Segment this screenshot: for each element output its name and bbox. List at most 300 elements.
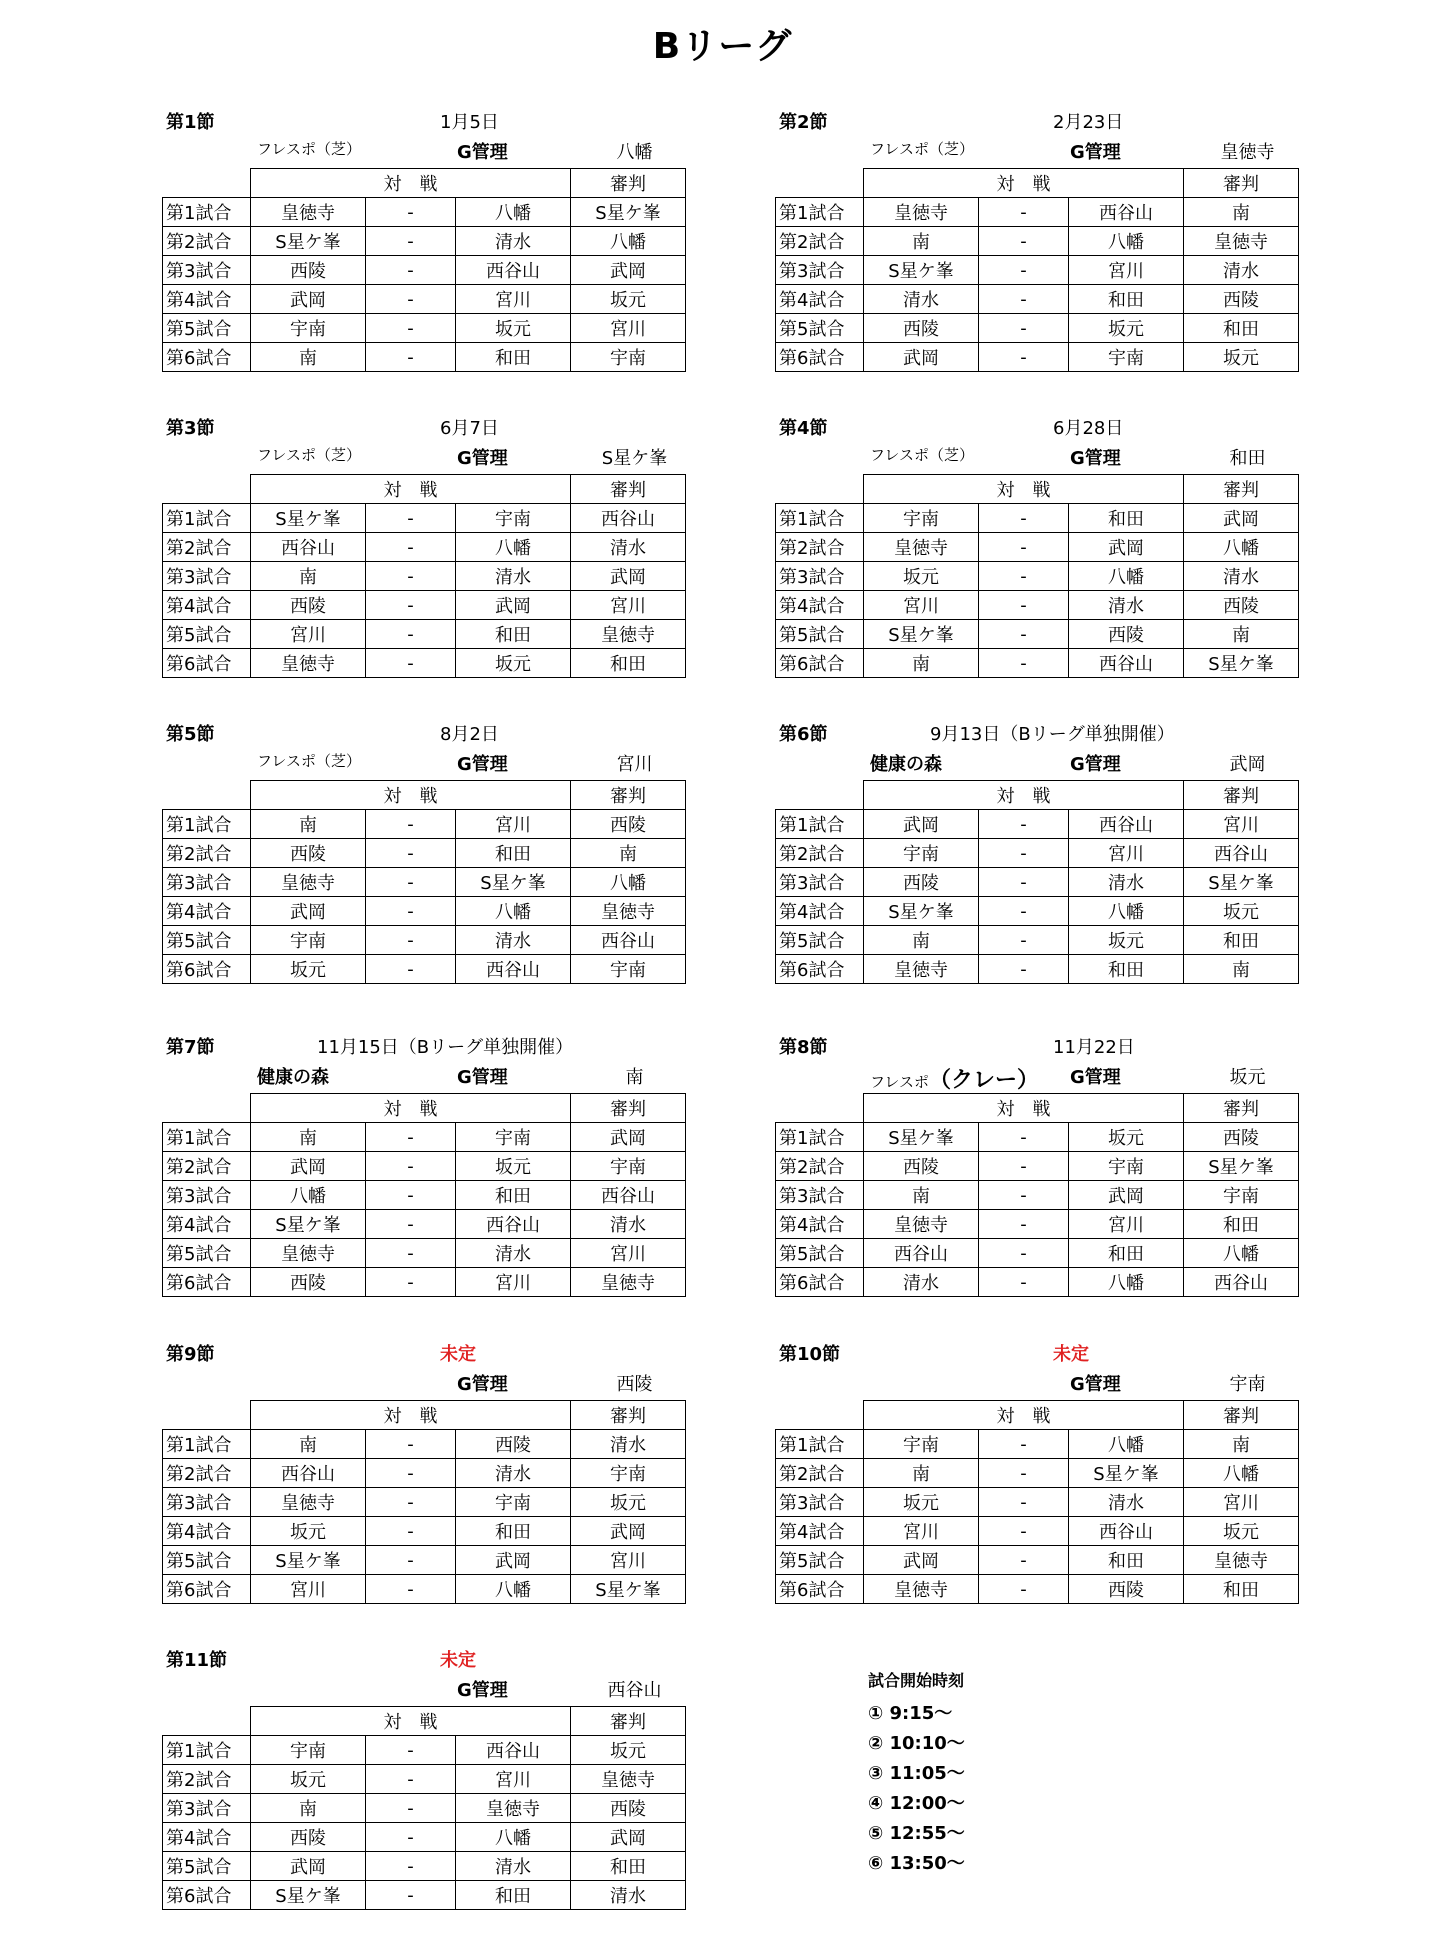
versus-dash: - — [366, 1268, 456, 1297]
manager-team: 南 — [625, 1067, 644, 1088]
versus-dash: - — [979, 1546, 1069, 1575]
game-label: 第5試合 — [163, 1239, 251, 1268]
referee-team: 和田 — [571, 1852, 686, 1881]
game-label: 第3試合 — [163, 256, 251, 285]
referee-team: 坂元 — [571, 285, 686, 314]
table-header-row — [163, 475, 686, 504]
table-row — [163, 1736, 686, 1765]
game-label: 第5試合 — [776, 926, 864, 955]
away-team: 和田 — [456, 1517, 571, 1546]
referee-team: 西谷山 — [1184, 1268, 1299, 1297]
referee-team: 清水 — [571, 533, 686, 562]
home-team: 皇徳寺 — [251, 198, 366, 227]
manager-label: G管理 — [1070, 754, 1121, 775]
game-label: 第4試合 — [163, 1823, 251, 1852]
referee-team: 坂元 — [571, 1488, 686, 1517]
venue — [257, 1063, 329, 1089]
referee-team: 宇南 — [571, 1459, 686, 1488]
game-label: 第2試合 — [163, 1152, 251, 1181]
table-row — [163, 504, 686, 533]
away-team: 和田 — [1069, 285, 1184, 314]
round-block — [775, 108, 1305, 398]
manager-team: S星ケ峯 — [601, 448, 668, 469]
table-row — [776, 926, 1299, 955]
game-label: 第3試合 — [776, 868, 864, 897]
referee-team: 坂元 — [571, 1736, 686, 1765]
versus-dash: - — [366, 198, 456, 227]
header-blank — [163, 1094, 251, 1123]
start-time-item: ⑤ 12:55～ — [868, 1823, 965, 1844]
round-date: 2月23日 — [1053, 112, 1124, 133]
versus-dash: - — [979, 810, 1069, 839]
home-team: 宇南 — [864, 839, 979, 868]
table-row — [776, 1210, 1299, 1239]
away-team: 武岡 — [1069, 1181, 1184, 1210]
referee-team: 皇徳寺 — [571, 620, 686, 649]
game-label: 第3試合 — [163, 1181, 251, 1210]
header-blank — [776, 169, 864, 198]
away-team: 和田 — [456, 343, 571, 372]
home-team: 清水 — [864, 285, 979, 314]
referee-team: 皇徳寺 — [571, 1765, 686, 1794]
versus-dash: - — [979, 1210, 1069, 1239]
manager-label: G管理 — [457, 1067, 508, 1088]
schedule-table — [162, 1400, 686, 1604]
home-team: S星ケ峯 — [251, 227, 366, 256]
home-team: S星ケ峯 — [251, 1210, 366, 1239]
away-team: 清水 — [456, 562, 571, 591]
home-team: 南 — [251, 1794, 366, 1823]
versus-dash: - — [979, 955, 1069, 984]
table-row — [163, 343, 686, 372]
manager-team: 西陵 — [616, 1374, 653, 1395]
away-team: S星ケ峯 — [456, 868, 571, 897]
referee-team: 八幡 — [1184, 533, 1299, 562]
round-date: 1月5日 — [440, 112, 499, 133]
game-label: 第1試合 — [776, 1430, 864, 1459]
venue — [257, 750, 361, 771]
versus-dash: - — [366, 620, 456, 649]
table-row — [163, 1459, 686, 1488]
manager-team: 皇徳寺 — [1220, 142, 1275, 163]
game-label: 第3試合 — [776, 562, 864, 591]
schedule-table — [775, 474, 1299, 678]
manager-label: G管理 — [457, 448, 508, 469]
table-row — [163, 620, 686, 649]
table-row — [163, 897, 686, 926]
home-team: 西陵 — [251, 256, 366, 285]
header-referee: 審判 — [571, 169, 686, 198]
table-header-row — [163, 1094, 686, 1123]
table-row — [163, 649, 686, 678]
game-label: 第3試合 — [163, 562, 251, 591]
referee-team: 南 — [571, 839, 686, 868]
venue-name: フレスポ（芝） — [870, 446, 974, 464]
away-team: 宮川 — [456, 1765, 571, 1794]
home-team: S星ケ峯 — [864, 620, 979, 649]
game-label: 第2試合 — [776, 227, 864, 256]
referee-team: 南 — [1184, 1430, 1299, 1459]
game-label: 第5試合 — [776, 1546, 864, 1575]
table-row — [163, 562, 686, 591]
away-team: 坂元 — [456, 314, 571, 343]
away-team: 宮川 — [456, 810, 571, 839]
home-team: 西陵 — [251, 839, 366, 868]
away-team: 宮川 — [1069, 256, 1184, 285]
game-label: 第6試合 — [776, 1268, 864, 1297]
referee-team: 和田 — [1184, 1210, 1299, 1239]
home-team: 武岡 — [864, 343, 979, 372]
header-referee: 審判 — [571, 781, 686, 810]
away-team: 西陵 — [456, 1430, 571, 1459]
game-label: 第6試合 — [163, 649, 251, 678]
home-team: 八幡 — [251, 1181, 366, 1210]
game-label: 第1試合 — [776, 198, 864, 227]
away-team: 西谷山 — [1069, 1517, 1184, 1546]
away-team: 西谷山 — [1069, 649, 1184, 678]
referee-team: 宮川 — [571, 1239, 686, 1268]
home-team: 南 — [864, 649, 979, 678]
header-matchup: 対 戦 — [864, 169, 1184, 198]
away-team: 西陵 — [1069, 620, 1184, 649]
table-row — [163, 285, 686, 314]
versus-dash: - — [366, 1736, 456, 1765]
game-label: 第5試合 — [163, 314, 251, 343]
game-label: 第5試合 — [163, 926, 251, 955]
home-team: 皇徳寺 — [251, 1239, 366, 1268]
versus-dash: - — [366, 504, 456, 533]
start-times-title: 試合開始時刻 — [868, 1671, 965, 1690]
referee-team: 皇徳寺 — [571, 1268, 686, 1297]
table-row — [163, 868, 686, 897]
home-team: 南 — [251, 562, 366, 591]
table-row — [776, 1546, 1299, 1575]
home-team: 宮川 — [251, 1575, 366, 1604]
table-row — [776, 314, 1299, 343]
round-block — [775, 1033, 1305, 1323]
game-label: 第3試合 — [776, 1488, 864, 1517]
header-blank — [776, 781, 864, 810]
referee-team: 皇徳寺 — [1184, 1546, 1299, 1575]
table-row — [163, 1268, 686, 1297]
away-team: 西谷山 — [456, 955, 571, 984]
round-date: 未定 — [440, 1344, 476, 1365]
versus-dash: - — [366, 955, 456, 984]
home-team: 皇徳寺 — [864, 533, 979, 562]
versus-dash: - — [979, 256, 1069, 285]
game-label: 第1試合 — [163, 504, 251, 533]
venue-name: フレスポ（芝） — [257, 752, 361, 770]
table-row — [163, 955, 686, 984]
home-team: 武岡 — [251, 285, 366, 314]
schedule-table — [162, 168, 686, 372]
game-label: 第5試合 — [163, 1546, 251, 1575]
referee-team: S星ケ峯 — [1184, 868, 1299, 897]
table-row — [776, 343, 1299, 372]
versus-dash: - — [366, 256, 456, 285]
game-label: 第3試合 — [776, 256, 864, 285]
home-team: 南 — [864, 1181, 979, 1210]
away-team: 清水 — [1069, 868, 1184, 897]
table-row — [776, 810, 1299, 839]
table-row — [163, 533, 686, 562]
referee-team: 八幡 — [1184, 1459, 1299, 1488]
versus-dash: - — [366, 343, 456, 372]
game-label: 第5試合 — [163, 1852, 251, 1881]
away-team: 宮川 — [456, 1268, 571, 1297]
referee-team: 坂元 — [1184, 897, 1299, 926]
game-label: 第1試合 — [163, 1430, 251, 1459]
game-label: 第4試合 — [776, 285, 864, 314]
versus-dash: - — [366, 926, 456, 955]
game-label: 第4試合 — [163, 1210, 251, 1239]
table-row — [776, 1488, 1299, 1517]
table-row — [163, 1575, 686, 1604]
away-team: 宇南 — [456, 504, 571, 533]
manager-label: G管理 — [457, 754, 508, 775]
table-row — [776, 1123, 1299, 1152]
table-row — [776, 1575, 1299, 1604]
home-team: 宇南 — [864, 1430, 979, 1459]
home-team: 宇南 — [251, 314, 366, 343]
away-team: 坂元 — [456, 649, 571, 678]
versus-dash: - — [979, 897, 1069, 926]
game-label: 第2試合 — [776, 1152, 864, 1181]
referee-team: S星ケ峯 — [571, 198, 686, 227]
table-row — [776, 1430, 1299, 1459]
venue — [870, 750, 942, 776]
round-name: 第10節 — [779, 1344, 841, 1365]
table-row — [163, 1488, 686, 1517]
schedule-table — [775, 780, 1299, 984]
header-matchup: 対 戦 — [251, 169, 571, 198]
header-blank — [776, 475, 864, 504]
home-team: 皇徳寺 — [864, 1210, 979, 1239]
manager-team: 和田 — [1229, 448, 1266, 469]
away-team: 八幡 — [1069, 897, 1184, 926]
header-referee: 審判 — [571, 1094, 686, 1123]
game-label: 第4試合 — [163, 591, 251, 620]
game-label: 第2試合 — [776, 533, 864, 562]
versus-dash: - — [366, 1181, 456, 1210]
header-referee: 審判 — [571, 1707, 686, 1736]
table-row — [163, 926, 686, 955]
venue — [870, 444, 974, 465]
away-team: 八幡 — [1069, 1430, 1184, 1459]
versus-dash: - — [366, 1123, 456, 1152]
header-referee: 審判 — [1184, 169, 1299, 198]
versus-dash: - — [366, 1459, 456, 1488]
away-team: 八幡 — [1069, 1268, 1184, 1297]
game-label: 第1試合 — [776, 504, 864, 533]
table-row — [776, 1268, 1299, 1297]
referee-team: 宮川 — [571, 1546, 686, 1575]
game-label: 第6試合 — [776, 343, 864, 372]
venue — [870, 1063, 1039, 1094]
versus-dash: - — [979, 868, 1069, 897]
versus-dash: - — [979, 1152, 1069, 1181]
referee-team: S星ケ峯 — [571, 1575, 686, 1604]
game-label: 第6試合 — [163, 1268, 251, 1297]
table-header-row — [776, 169, 1299, 198]
table-row — [163, 1546, 686, 1575]
home-team: 宇南 — [251, 1736, 366, 1765]
away-team: 西谷山 — [456, 1736, 571, 1765]
versus-dash: - — [979, 1575, 1069, 1604]
round-block — [162, 108, 692, 398]
away-team: 八幡 — [456, 198, 571, 227]
game-label: 第2試合 — [776, 839, 864, 868]
versus-dash: - — [366, 1517, 456, 1546]
home-team: 南 — [864, 227, 979, 256]
referee-team: 八幡 — [1184, 1239, 1299, 1268]
table-header-row — [163, 169, 686, 198]
away-team: 宮川 — [1069, 839, 1184, 868]
away-team: 清水 — [456, 227, 571, 256]
referee-team: 宇南 — [571, 955, 686, 984]
manager-label: G管理 — [1070, 142, 1121, 163]
versus-dash: - — [366, 533, 456, 562]
versus-dash: - — [366, 314, 456, 343]
table-row — [163, 227, 686, 256]
referee-team: 和田 — [1184, 314, 1299, 343]
referee-team: 清水 — [1184, 256, 1299, 285]
round-block — [162, 720, 692, 1010]
table-row — [163, 591, 686, 620]
schedule-table — [162, 1093, 686, 1297]
versus-dash: - — [366, 285, 456, 314]
versus-dash: - — [366, 562, 456, 591]
table-row — [163, 1152, 686, 1181]
versus-dash: - — [979, 343, 1069, 372]
table-row — [776, 256, 1299, 285]
venue-surface: （クレー） — [928, 1068, 1039, 1093]
home-team: 皇徳寺 — [864, 198, 979, 227]
referee-team: S星ケ峯 — [1184, 1152, 1299, 1181]
home-team: 武岡 — [251, 1852, 366, 1881]
referee-team: 西陵 — [1184, 1123, 1299, 1152]
manager-team: 武岡 — [1229, 754, 1266, 775]
home-team: S星ケ峯 — [864, 1123, 979, 1152]
venue-name: 健康の森 — [870, 754, 942, 775]
away-team: 坂元 — [456, 1152, 571, 1181]
away-team: 宇南 — [1069, 1152, 1184, 1181]
referee-team: 西谷山 — [1184, 839, 1299, 868]
table-header-row — [163, 1707, 686, 1736]
home-team: 坂元 — [864, 1488, 979, 1517]
table-row — [776, 839, 1299, 868]
game-label: 第3試合 — [163, 868, 251, 897]
referee-team: 宇南 — [1184, 1181, 1299, 1210]
header-blank — [776, 1401, 864, 1430]
game-label: 第3試合 — [776, 1181, 864, 1210]
versus-dash: - — [366, 1239, 456, 1268]
table-header-row — [776, 1401, 1299, 1430]
home-team: 坂元 — [251, 955, 366, 984]
away-team: 和田 — [1069, 504, 1184, 533]
away-team: 西谷山 — [1069, 810, 1184, 839]
home-team: 南 — [251, 343, 366, 372]
schedule-table — [775, 1093, 1299, 1297]
header-blank — [163, 1401, 251, 1430]
table-row — [163, 1181, 686, 1210]
away-team: 清水 — [1069, 1488, 1184, 1517]
header-blank — [163, 781, 251, 810]
game-label: 第5試合 — [776, 1239, 864, 1268]
away-team: 武岡 — [456, 1546, 571, 1575]
table-row — [163, 1823, 686, 1852]
versus-dash: - — [979, 314, 1069, 343]
home-team: 宇南 — [864, 504, 979, 533]
home-team: 武岡 — [864, 810, 979, 839]
manager-label: G管理 — [457, 142, 508, 163]
versus-dash: - — [366, 1881, 456, 1910]
versus-dash: - — [979, 1488, 1069, 1517]
table-row — [163, 1123, 686, 1152]
versus-dash: - — [366, 591, 456, 620]
header-matchup: 対 戦 — [251, 1094, 571, 1123]
versus-dash: - — [366, 1546, 456, 1575]
referee-team: 武岡 — [571, 1823, 686, 1852]
versus-dash: - — [979, 1123, 1069, 1152]
away-team: 清水 — [456, 1239, 571, 1268]
away-team: 西谷山 — [456, 1210, 571, 1239]
game-label: 第2試合 — [163, 1765, 251, 1794]
home-team: 宮川 — [864, 591, 979, 620]
versus-dash: - — [979, 1430, 1069, 1459]
versus-dash: - — [979, 649, 1069, 678]
game-label: 第2試合 — [776, 1459, 864, 1488]
table-row — [776, 868, 1299, 897]
away-team: 宮川 — [456, 285, 571, 314]
home-team: S星ケ峯 — [864, 897, 979, 926]
venue-name: 健康の森 — [257, 1067, 329, 1088]
home-team: 坂元 — [251, 1765, 366, 1794]
referee-team: 武岡 — [571, 1123, 686, 1152]
home-team: 南 — [864, 1459, 979, 1488]
away-team: 和田 — [1069, 1546, 1184, 1575]
table-row — [776, 504, 1299, 533]
venue-name: フレスポ — [870, 1073, 929, 1091]
table-row — [163, 1765, 686, 1794]
schedule-table — [162, 780, 686, 984]
home-team: 南 — [864, 926, 979, 955]
referee-team: 南 — [1184, 955, 1299, 984]
table-row — [776, 591, 1299, 620]
versus-dash: - — [979, 926, 1069, 955]
round-date: 6月7日 — [440, 418, 499, 439]
table-row — [776, 562, 1299, 591]
away-team: 和田 — [456, 620, 571, 649]
game-label: 第4試合 — [163, 285, 251, 314]
away-team: 清水 — [1069, 591, 1184, 620]
game-label: 第5試合 — [776, 314, 864, 343]
table-row — [776, 533, 1299, 562]
home-team: 武岡 — [251, 1152, 366, 1181]
away-team: 清水 — [456, 926, 571, 955]
header-matchup: 対 戦 — [251, 1401, 571, 1430]
table-row — [776, 1517, 1299, 1546]
schedule-table — [775, 1400, 1299, 1604]
header-blank — [163, 475, 251, 504]
home-team: 坂元 — [251, 1517, 366, 1546]
referee-team: 西谷山 — [571, 504, 686, 533]
game-label: 第4試合 — [163, 897, 251, 926]
home-team: S星ケ峯 — [864, 256, 979, 285]
round-block — [775, 720, 1305, 1010]
away-team: 武岡 — [1069, 533, 1184, 562]
table-row — [163, 1430, 686, 1459]
